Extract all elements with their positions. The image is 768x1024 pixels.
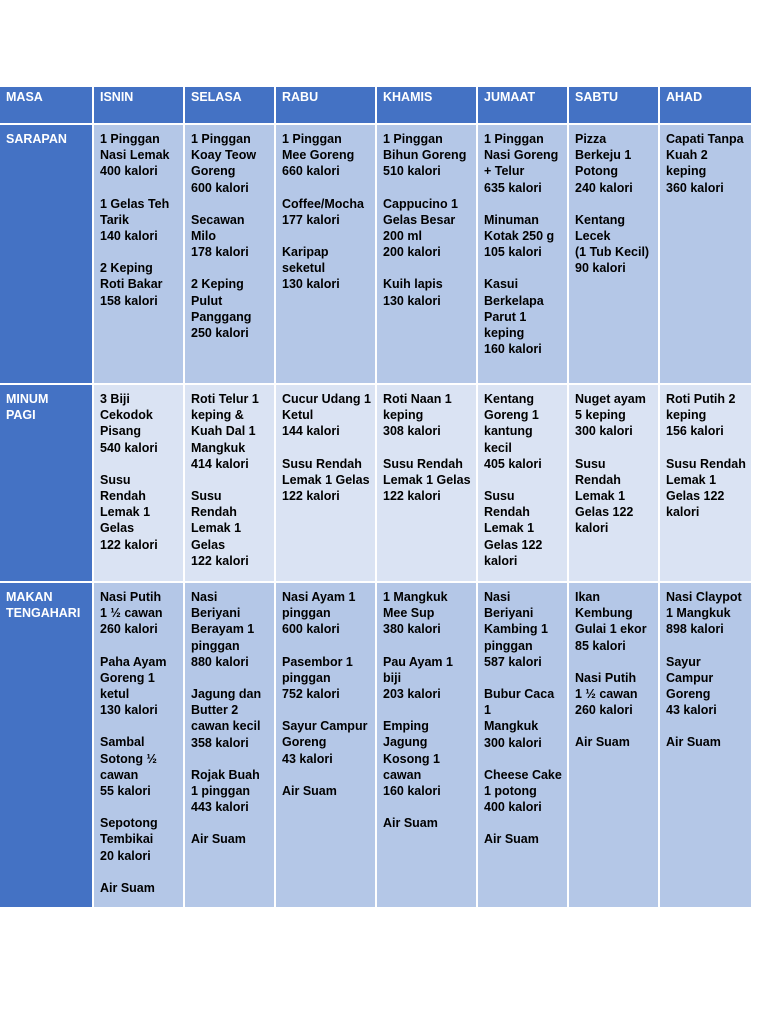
meal-item: Kentang Goreng 1 kantung kecil 405 kalori	[484, 392, 542, 471]
meal-item: Paha Ayam Goreng 1 ketul 130 kalori	[100, 654, 167, 718]
table-row	[0, 385, 751, 583]
meal-item: Air Suam	[191, 832, 246, 847]
meal-cell	[276, 385, 377, 583]
meal-item: Air Suam	[383, 816, 438, 831]
meal-item: Nasi Beriyani Berayam 1 pinggan 880 kalori	[191, 590, 255, 669]
header-rabu: RABU	[276, 87, 377, 125]
meal-item: Secawan Milo 178 kalori	[191, 212, 249, 260]
header-isnin: ISNIN	[94, 87, 185, 125]
meal-cell	[377, 125, 478, 385]
meal-item: 1 Mangkuk Mee Sup 380 kalori	[383, 590, 448, 637]
meal-item: Nasi Putih 1 ½ cawan 260 kalori	[100, 590, 163, 637]
meal-item: Emping Jagung Kosong 1 cawan 160 kalori	[383, 719, 441, 799]
meal-cell	[185, 583, 276, 909]
meal-item: Cucur Udang 1 Ketul 144 kalori	[282, 392, 371, 439]
meal-item: Susu Rendah Lemak 1 Gelas 122 kalori	[484, 489, 543, 568]
table-row	[0, 125, 751, 385]
meal-item: Susu Rendah Lemak 1 Gelas 122 kalori	[575, 456, 634, 536]
meal-item: Air Suam	[100, 880, 155, 895]
meal-item: Rojak Buah 1 pinggan 443 kalori	[191, 767, 260, 815]
meal-item: Karipap seketul 130 kalori	[282, 245, 340, 292]
meal-item: Sayur Campur Goreng 43 kalori	[666, 654, 717, 718]
meal-cell	[94, 583, 185, 909]
header-selasa: SELASA	[185, 87, 276, 125]
meal-item: Cheese Cake 1 potong 400 kalori	[484, 767, 562, 815]
meal-item: Pasembor 1 pinggan 752 kalori	[282, 654, 353, 702]
meal-item: Minuman Kotak 250 g 105 kalori	[484, 212, 555, 260]
row-label: SARAPAN	[0, 125, 94, 385]
meal-item: Ikan Kembung Gulai 1 ekor 85 kalori	[575, 590, 647, 653]
meal-item: 3 Biji Cekodok Pisang 540 kalori	[100, 392, 158, 455]
meal-cell	[569, 385, 660, 583]
meal-item: Nasi Beriyani Kambing 1 pinggan 587 kalori	[484, 590, 548, 669]
meal-item: Capati Tanpa Kuah 2 keping 360 kalori	[666, 132, 744, 195]
meal-cell	[377, 385, 478, 583]
meal-item: Cappucino 1 Gelas Besar 200 ml 200 kalori	[383, 196, 459, 260]
meal-cell	[377, 583, 478, 909]
header-row	[0, 87, 751, 125]
meal-item: 2 Keping Pulut Panggang 250 kalori	[191, 277, 252, 341]
meal-item: Susu Rendah Lemak 1 Gelas 122 kalori	[666, 456, 746, 520]
meal-item: 1 Pinggan Mee Goreng 660 kalori	[282, 132, 355, 179]
table-body	[0, 125, 751, 909]
meal-item: Air Suam	[666, 735, 721, 750]
meal-cell	[276, 125, 377, 385]
meal-item: Air Suam	[575, 735, 630, 750]
meal-item: Pizza Berkeju 1 Potong 240 kalori	[575, 132, 633, 195]
header-ahad: AHAD	[660, 87, 751, 125]
meal-plan-table	[0, 87, 751, 909]
meal-cell	[185, 125, 276, 385]
meal-item: Sambal Sotong ½ cawan 55 kalori	[100, 735, 157, 799]
meal-cell	[660, 125, 751, 385]
meal-item: Nasi Putih 1 ½ cawan 260 kalori	[575, 670, 638, 718]
meal-cell	[478, 583, 569, 909]
meal-item: Susu Rendah Lemak 1 Gelas 122 kalori	[282, 456, 370, 504]
header-sabtu: SABTU	[569, 87, 660, 125]
meal-item: 1 Gelas Teh Tarik 140 kalori	[100, 196, 170, 244]
meal-item: Roti Telur 1 keping & Kuah Dal 1 Mangkuk 414 kalori	[191, 392, 259, 471]
meal-cell	[569, 125, 660, 385]
header-khamis: KHAMIS	[377, 87, 478, 125]
meal-item: Pau Ayam 1 biji 203 kalori	[383, 654, 453, 702]
meal-item: 1 Pinggan Nasi Lemak 400 kalori	[100, 132, 170, 179]
meal-item: Coffee/Mocha 177 kalori	[282, 196, 364, 227]
meal-item: Susu Rendah Lemak 1 Gelas 122 kalori	[383, 456, 471, 504]
meal-cell	[185, 385, 276, 583]
meal-cell	[660, 385, 751, 583]
meal-cell	[660, 583, 751, 909]
meal-item: Bubur Caca 1 Mangkuk 300 kalori	[484, 687, 555, 750]
header-jumaat: JUMAAT	[478, 87, 569, 125]
meal-item: 2 Keping Roti Bakar 158 kalori	[100, 261, 163, 308]
meal-item: Nasi Ayam 1 pinggan 600 kalori	[282, 590, 356, 637]
meal-item: Jagung dan Butter 2 cawan kecil 358 kalori	[191, 687, 262, 750]
table-row	[0, 583, 751, 909]
meal-cell	[94, 385, 185, 583]
meal-item: Susu Rendah Lemak 1 Gelas 122 kalori	[100, 472, 158, 552]
meal-cell	[276, 583, 377, 909]
row-label: MINUM PAGI	[0, 385, 94, 583]
meal-item: Air Suam	[282, 783, 337, 798]
meal-cell	[478, 125, 569, 385]
meal-cell	[478, 385, 569, 583]
meal-item: 1 Pinggan Nasi Goreng + Telur 635 kalori	[484, 132, 559, 195]
meal-cell	[94, 125, 185, 385]
meal-item: Nuget ayam 5 keping 300 kalori	[575, 392, 646, 439]
meal-cell	[569, 583, 660, 909]
meal-item: Kentang Lecek (1 Tub Kecil) 90 kalori	[575, 212, 650, 276]
meal-item: Kasui Berkelapa Parut 1 keping 160 kalori	[484, 277, 544, 357]
meal-item: Sayur Campur Goreng 43 kalori	[282, 719, 368, 766]
meal-item: Air Suam	[484, 832, 539, 847]
meal-item: Susu Rendah Lemak 1 Gelas 122 kalori	[191, 489, 249, 568]
meal-item: 1 Pinggan Bihun Goreng 510 kalori	[383, 132, 467, 179]
meal-item: Roti Naan 1 keping 308 kalori	[383, 392, 452, 439]
meal-item: 1 Pinggan Koay Teow Goreng 600 kalori	[191, 132, 257, 195]
meal-item: Roti Putih 2 keping 156 kalori	[666, 392, 736, 439]
header-masa: MASA	[0, 87, 94, 125]
meal-item: Nasi Claypot 1 Mangkuk 898 kalori	[666, 590, 742, 637]
row-label: MAKAN TENGAHARI	[0, 583, 94, 909]
meal-item: Kuih lapis 130 kalori	[383, 277, 443, 308]
meal-item: Sepotong Tembikai 20 kalori	[100, 816, 158, 863]
